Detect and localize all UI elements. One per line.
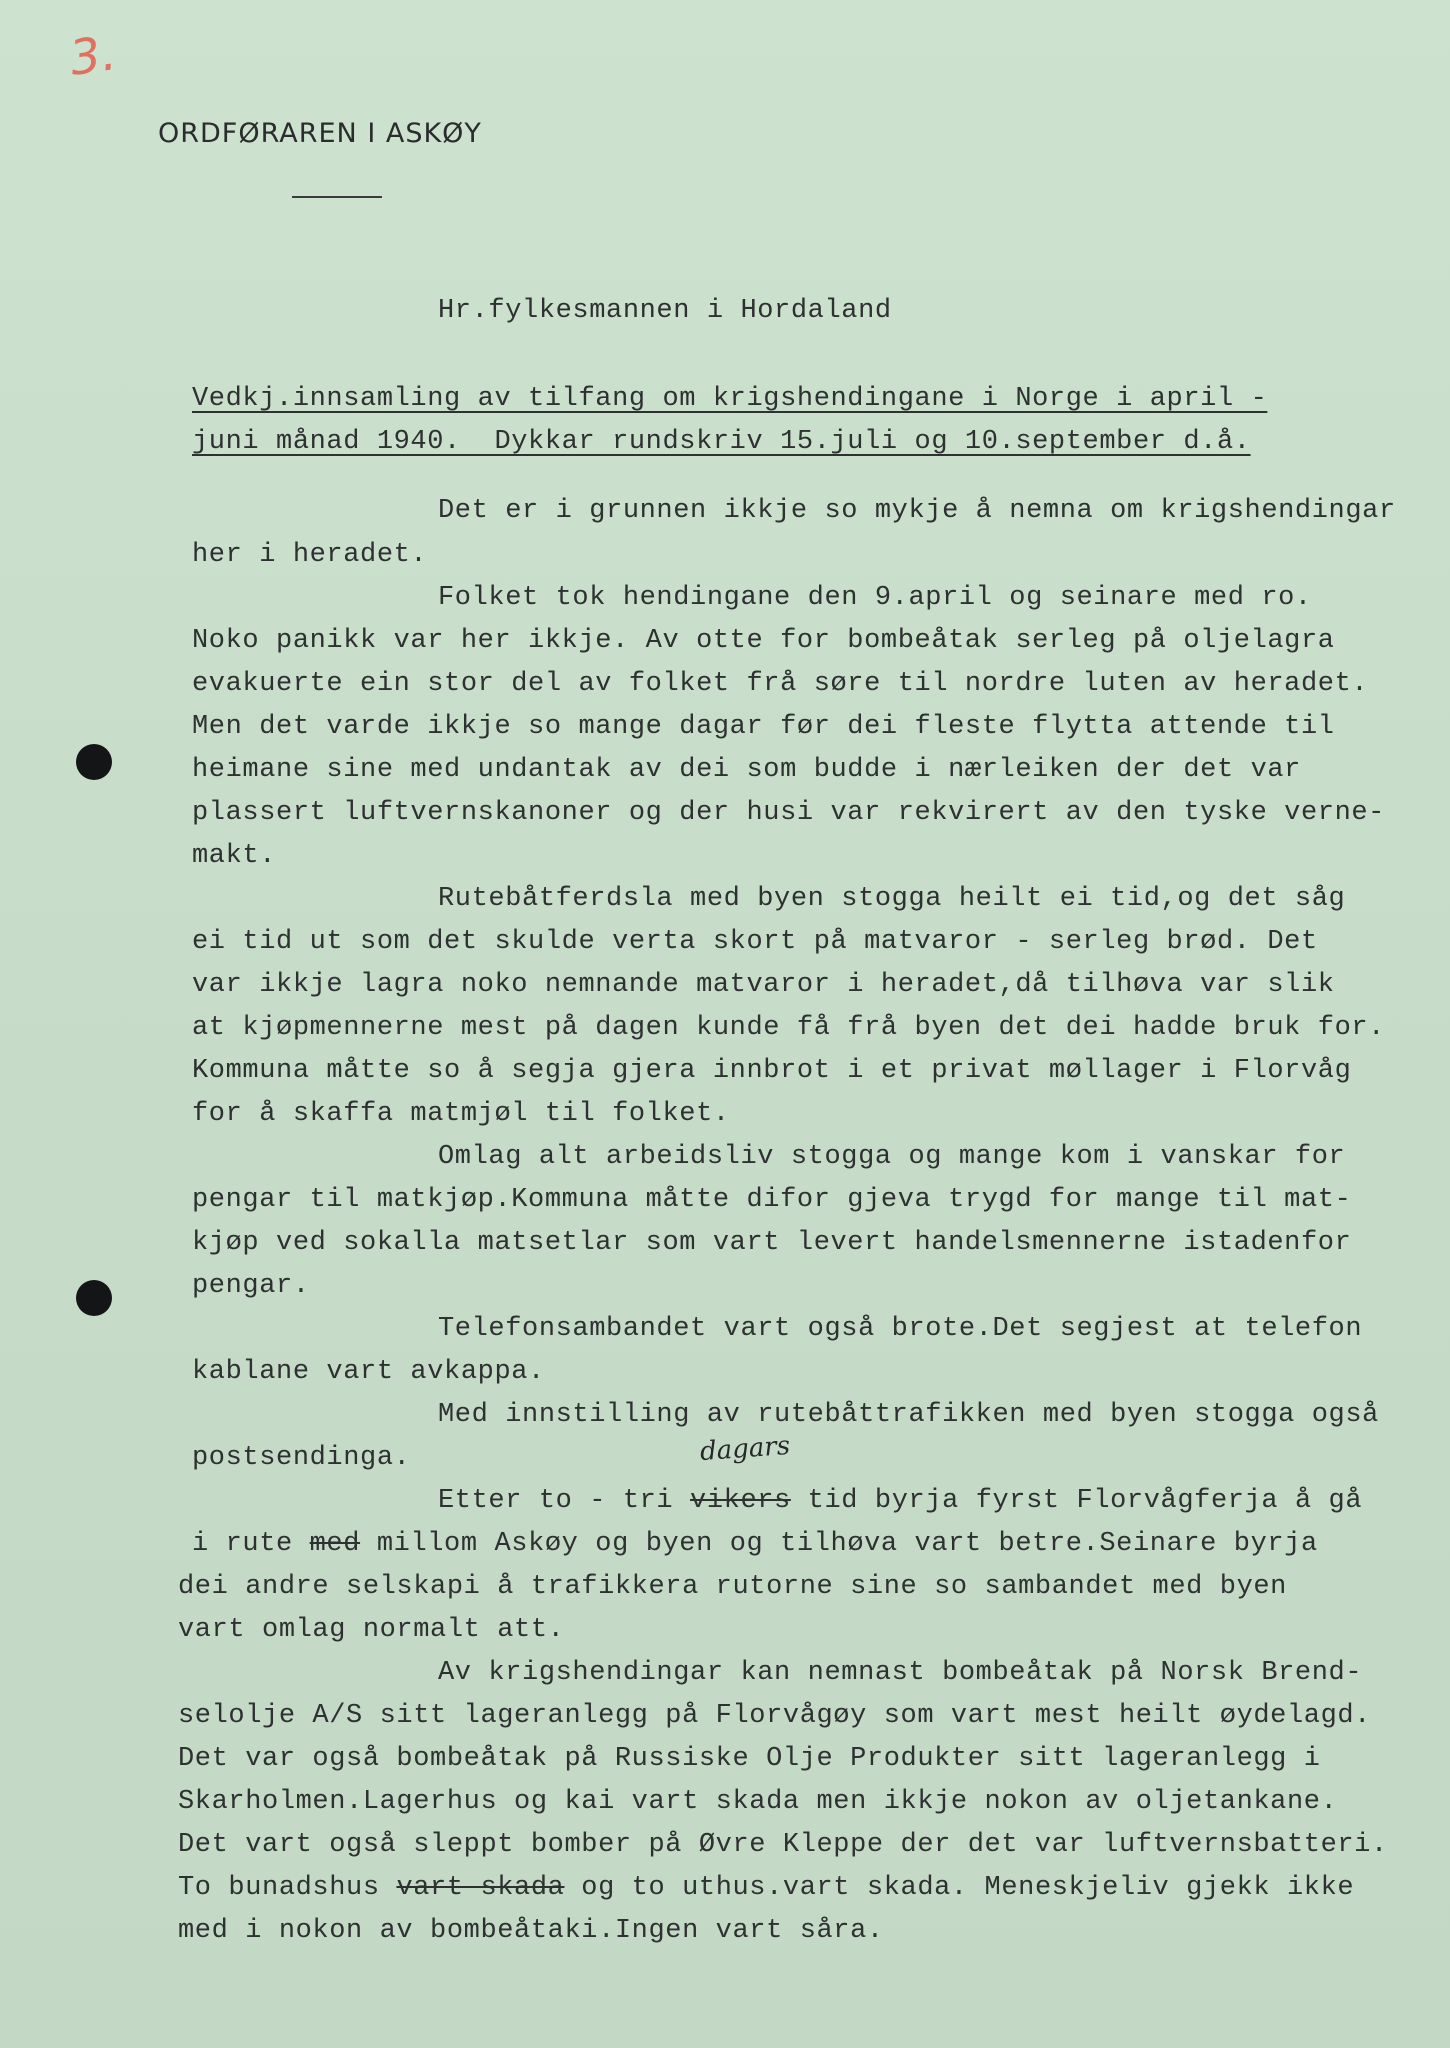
- body-line: at kjøpmennerne mest på dagen kunde få frå byen det dei hadde bruk for.: [192, 1013, 1385, 1043]
- folio-number: 3.: [66, 25, 120, 87]
- body-line: Skarholmen.Lagerhus og kai vart skada men ikkje nokon av oljetankane.: [178, 1787, 1338, 1817]
- subject-line: Vedkj.innsamling av tilfang om krigshendingane i Norge i april -: [192, 384, 1268, 414]
- body-line: Det var også bombeåtak på Russiske Olje Produkter sitt lageranlegg i: [178, 1744, 1321, 1774]
- body-line: makt.: [192, 841, 277, 871]
- body-line: Med innstilling av rutebåttrafikken med byen stogga også: [438, 1400, 1379, 1430]
- body-line: Kommuna måtte so å segja gjera innbrot i et privat møllager i Florvåg: [192, 1056, 1352, 1086]
- body-line: kjøp ved sokalla matsetlar som vart levert handelsmennerne istadenfor: [192, 1228, 1352, 1258]
- body-line: pengar.: [192, 1271, 310, 1301]
- body-line: To bunadshus vart skada og to uthus.vart skada. Meneskjeliv gjekk ikke: [178, 1873, 1355, 1903]
- body-line: Men det varde ikkje so mange dagar før dei fleste flytta attende til: [192, 712, 1335, 742]
- body-line: kablane vart avkappa.: [192, 1357, 545, 1387]
- handwritten-correction: dagars: [699, 1430, 791, 1468]
- addressee: Hr.fylkesmannen i Hordaland: [438, 296, 892, 326]
- body-line: Etter to - tri vikers tid byrja fyrst Florvågferja å gå: [438, 1486, 1363, 1516]
- body-line: ei tid ut som det skulde verta skort på matvaror - serleg brød. Det: [192, 927, 1318, 957]
- body-line: Telefonsambandet vart også brote.Det segjest at telefon: [438, 1314, 1363, 1344]
- body-line: Av krigshendingar kan nemnast bombeåtak på Norsk Brend-: [438, 1658, 1363, 1688]
- body-line: Noko panikk var her ikkje. Av otte for bombeåtak serleg på oljelagra: [192, 626, 1335, 656]
- punch-hole: [76, 744, 112, 780]
- body-line: Det er i grunnen ikkje so mykje å nemna om krigshendingar: [438, 496, 1396, 526]
- body-line: selolje A/S sitt lageranlegg på Florvågøy som vart mest heilt øydelagd.: [178, 1701, 1371, 1731]
- body-line: Det vart også sleppt bomber på Øvre Kleppe der det var luftvernsbatteri.: [178, 1830, 1388, 1860]
- punch-hole: [76, 1280, 112, 1316]
- body-line: heimane sine med undantak av dei som budde i nærleiken der det var: [192, 755, 1301, 785]
- body-line: plassert luftvernskanoner og der husi var rekvirert av den tyske verne-: [192, 798, 1385, 828]
- body-line: var ikkje lagra noko nemnande matvaror i heradet,då tilhøva var slik: [192, 970, 1335, 1000]
- body-line: Omlag alt arbeidsliv stogga og mange kom i vanskar for: [438, 1142, 1346, 1172]
- letterhead-rule: [292, 196, 382, 198]
- body-line: for å skaffa matmjøl til folket.: [192, 1099, 730, 1129]
- body-line: dei andre selskapi å trafikkera rutorne sine so sambandet med byen: [178, 1572, 1287, 1602]
- body-line: Rutebåtferdsla med byen stogga heilt ei tid,og det såg: [438, 884, 1346, 914]
- struck-word: vikers: [690, 1486, 791, 1516]
- struck-word: med: [309, 1529, 361, 1559]
- subject-line: juni månad 1940. Dykkar rundskriv 15.juli og 10.september d.å.: [192, 427, 1251, 457]
- struck-word: vart skada: [396, 1873, 565, 1903]
- body-line: pengar til matkjøp.Kommuna måtte difor gjeva trygd for mange til mat-: [192, 1185, 1352, 1215]
- letterhead: ORDFØRAREN I ASKØY: [158, 118, 482, 149]
- body-line: med i nokon av bombeåtaki.Ingen vart såra.: [178, 1916, 884, 1946]
- body-line: her i heradet.: [192, 540, 428, 570]
- body-line: Folket tok hendingane den 9.april og seinare med ro.: [438, 583, 1312, 613]
- body-line: vart omlag normalt att.: [178, 1615, 565, 1645]
- body-line: i rute med millom Askøy og byen og tilhøva vart betre.Seinare byrja: [192, 1529, 1318, 1559]
- body-line: evakuerte ein stor del av folket frå søre til nordre luten av heradet.: [192, 669, 1369, 699]
- body-line: postsendinga.: [192, 1443, 411, 1473]
